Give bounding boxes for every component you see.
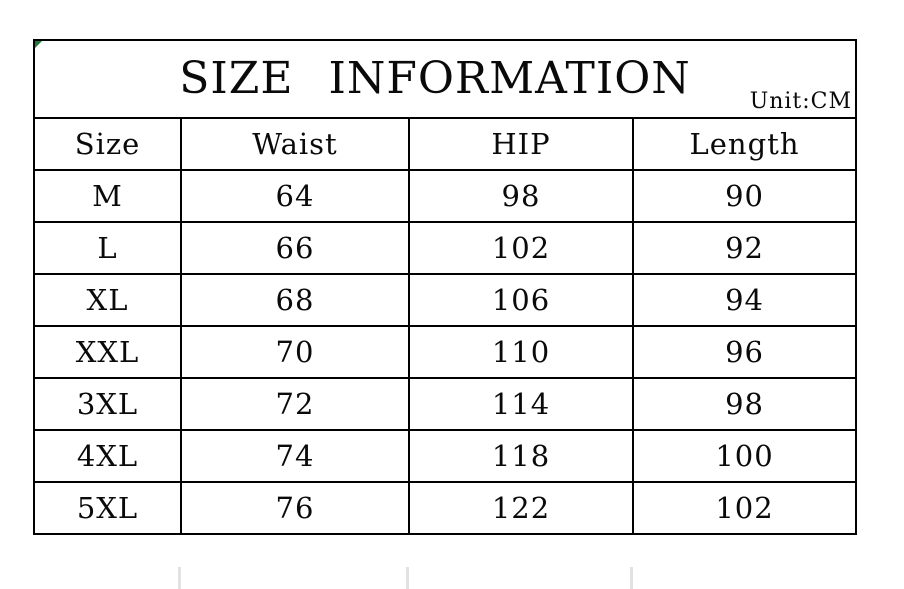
title-row [34, 40, 856, 118]
hip-cell: 122 [409, 482, 633, 534]
column-header-hip: HIP [409, 118, 633, 170]
waist-cell: 76 [181, 482, 409, 534]
table-row [34, 378, 856, 430]
size-cell: L [34, 222, 181, 274]
waist-cell: 74 [181, 430, 409, 482]
faint-gridline-stub [406, 567, 409, 589]
table-row [34, 482, 856, 534]
table-row [34, 326, 856, 378]
faint-gridline-stub [630, 567, 633, 589]
length-cell: 102 [633, 482, 856, 534]
hip-cell: 110 [409, 326, 633, 378]
table-row [34, 170, 856, 222]
size-cell: XL [34, 274, 181, 326]
waist-cell: 68 [181, 274, 409, 326]
unit-label: Unit:CM [749, 89, 853, 114]
table-row [34, 222, 856, 274]
hip-cell: 98 [409, 170, 633, 222]
title-cell [34, 40, 856, 118]
table-row [34, 274, 856, 326]
column-header-waist: Waist [181, 118, 409, 170]
hip-cell: 102 [409, 222, 633, 274]
hip-cell: 118 [409, 430, 633, 482]
waist-cell: 72 [181, 378, 409, 430]
length-cell: 94 [633, 274, 856, 326]
length-cell: 96 [633, 326, 856, 378]
size-cell: M [34, 170, 181, 222]
waist-cell: 66 [181, 222, 409, 274]
length-cell: 92 [633, 222, 856, 274]
waist-cell: 64 [181, 170, 409, 222]
size-cell: 3XL [34, 378, 181, 430]
column-header-length: Length [633, 118, 856, 170]
size-cell: 4XL [34, 430, 181, 482]
table-row [34, 430, 856, 482]
waist-cell: 70 [181, 326, 409, 378]
size-information-table [33, 39, 857, 535]
header-row [34, 118, 856, 170]
size-cell: XXL [34, 326, 181, 378]
length-cell: 90 [633, 170, 856, 222]
page-title: SIZE INFORMATION [179, 53, 691, 104]
length-cell: 98 [633, 378, 856, 430]
size-cell: 5XL [34, 482, 181, 534]
length-cell: 100 [633, 430, 856, 482]
hip-cell: 106 [409, 274, 633, 326]
faint-gridline-stub [178, 567, 181, 589]
column-header-size: Size [34, 118, 181, 170]
hip-cell: 114 [409, 378, 633, 430]
